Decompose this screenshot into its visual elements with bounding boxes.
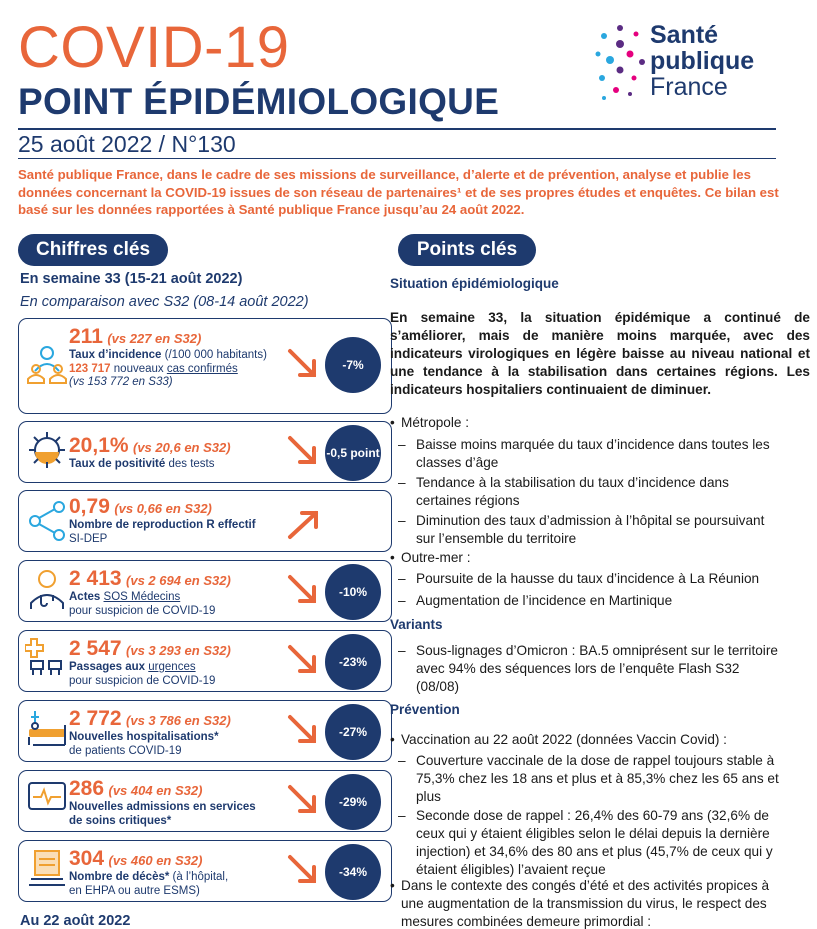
trend-up-icon (286, 505, 322, 541)
incidence-change-badge: -7% (325, 337, 381, 393)
emergency-icon (25, 635, 69, 679)
sos-vs: (vs 2 694 en S32) (126, 573, 231, 588)
emergency-change-badge: -23% (325, 634, 381, 690)
metro-item-3: – Diminution des taux d’admission à l’hôpital se poursuivant sur l’ensemble du territoire (398, 513, 765, 546)
hospitalisations-vs: (vs 3 786 en S32) (126, 713, 231, 728)
outremer-bullet: • Outre-mer : (390, 550, 471, 565)
positivity-label-rest: des tests (165, 458, 215, 470)
key-figures-heading: Chiffres clés (18, 234, 168, 266)
incidence-label: Taux d’incidence (69, 349, 162, 361)
positivity-value: 20,1% (69, 434, 129, 457)
situation-lead: En semaine 33, la situation épidémique a continué de s’améliorer, mais de manière moins marquée, avec des indicateurs virologiques en légère baisse au niveau national et une tendance à la stabilisation dans certaines régions. Les indicateurs hospitaliers continuaient de diminuer. (390, 310, 810, 397)
positivity-vs: (vs 20,6 en S32) (133, 440, 231, 455)
deaths-vs: (vs 460 en S32) (108, 853, 203, 868)
deaths-change-badge: -34% (325, 844, 381, 900)
emergency-label-line2: pour suspicion de COVID-19 (69, 674, 216, 687)
week-label: En semaine 33 (15-21 août 2022) (20, 271, 243, 287)
intro-paragraph: Santé publique France, dans le cadre de ses missions de surveillance, d’alerte et de prévention, analyse et publie les données concernant la COVID-19 issues de son réseau de partenaires¹ et de ses propres études et enquêtes. Ce bilan est basé sur les données rapportées à Santé publique France jusqu’au 24 août 2022. (18, 167, 779, 217)
prevention-heading: Prévention (390, 702, 460, 717)
metro-bullet: • Métropole : (390, 415, 470, 430)
incidence-value: 211 (69, 325, 103, 348)
comparison-label: En comparaison avec S32 (08-14 août 2022) (20, 294, 309, 310)
reproduction-value: 0,79 (69, 495, 110, 518)
sos-label-line2: pour suspicion de COVID-19 (69, 604, 216, 617)
trend-down-icon (286, 434, 322, 470)
sante-publique-france-logo (590, 20, 780, 110)
deaths-label: Nombre de décès* (69, 871, 170, 883)
deaths-label-rest: (à l’hôpital, (169, 871, 229, 883)
memorial-icon (25, 847, 69, 891)
network-icon (25, 499, 69, 543)
critical-care-card (18, 770, 392, 832)
logo-line3: France (650, 73, 728, 101)
sos-label: Actes (69, 591, 104, 603)
emergency-label: Passages aux (69, 661, 149, 673)
logo-dots-icon (590, 20, 650, 110)
trend-down-icon (286, 853, 322, 889)
incidence-vs: (vs 227 en S32) (107, 331, 202, 346)
sos-medecins-link[interactable]: SOS Médecins (103, 591, 181, 603)
metro-item-1: – Baisse moins marquée du taux d’incidence dans toutes les classes d’âge (398, 437, 770, 470)
key-points-heading: Points clés (398, 234, 536, 266)
positivity-change-badge: -0,5 point (325, 425, 381, 481)
hospitalisations-value: 2 772 (69, 707, 122, 730)
confirmed-cases-link[interactable]: cas confirmés (166, 362, 238, 375)
new-cases-comparison: (vs 153 772 en S33) (69, 376, 173, 389)
reproduction-source: SI-DEP (69, 532, 108, 545)
emergency-vs: (vs 3 293 en S32) (126, 643, 231, 658)
sos-medecins-card (18, 560, 392, 622)
situation-heading: Situation épidémiologique (390, 276, 559, 291)
sos-value: 2 413 (69, 567, 122, 590)
reproduction-vs: (vs 0,66 en S32) (114, 501, 212, 516)
header-divider-bottom (18, 158, 776, 159)
trend-down-icon (286, 713, 322, 749)
variants-item: – Sous-lignages d’Omicron : BA.5 omniprésent sur le territoire avec 94% des séquences lors de l’enquête Flash S32 (08/08) (398, 643, 778, 694)
deaths-card (18, 840, 392, 902)
emergency-card (18, 630, 392, 692)
critical-care-vs: (vs 404 en S32) (108, 783, 203, 798)
report-date: 25 août 2022 / N°130 (18, 131, 236, 157)
new-cases-value: 123 717 (69, 362, 111, 375)
hospital-bed-icon (25, 707, 69, 751)
hospitalisations-label-line2: de patients COVID-19 (69, 744, 182, 757)
logo-text (650, 22, 754, 100)
doctor-icon (25, 567, 69, 611)
vaccination-item-2: – Seconde dose de rappel : 26,4% des 60-79 ans (32,6% de ceux qui y étaient éligibles selon le délai depuis la dernière injection) et 34,6% des 80 ans et plus (45,7% de ceux qui y étaient éligibles) l’avaient reçue (398, 808, 773, 877)
critical-care-change-badge: -29% (325, 774, 381, 830)
incidence-card (18, 318, 392, 414)
emergency-value: 2 547 (69, 637, 122, 660)
critical-care-label: Nouvelles admissions en services (69, 801, 256, 813)
context-bullet: • Dans le contexte des congés d’été et des activités propices à une augmentation de la transmission du virus, le respect des mesures combinées demeure primordial : (390, 878, 770, 929)
deaths-value: 304 (69, 847, 105, 870)
trend-down-icon (286, 347, 322, 383)
outremer-item-2: – Augmentation de l’incidence en Martinique (398, 593, 673, 608)
outremer-item-1: – Poursuite de la hausse du taux d’incidence à La Réunion (398, 571, 760, 586)
trend-down-icon (286, 643, 322, 679)
report-subtitle: POINT ÉPIDÉMIOLOGIQUE (18, 81, 500, 122)
trend-down-icon (286, 573, 322, 609)
logo-line1: Santé (650, 21, 719, 49)
deaths-label-line2: en EHPA ou autre ESMS) (69, 884, 200, 897)
variants-heading: Variants (390, 617, 443, 632)
incidence-unit: (/100 000 habitants) (161, 349, 267, 361)
new-cases-text: nouveaux (110, 362, 167, 375)
reproduction-label: Nombre de reproduction R effectif (69, 519, 256, 531)
date-footer-label: Au 22 août 2022 (20, 913, 131, 929)
trend-down-icon (286, 783, 322, 819)
people-icon (25, 341, 69, 385)
urgences-link[interactable]: urgences (148, 661, 196, 673)
vaccination-bullet: • Vaccination au 22 août 2022 (données Vaccin Covid) : (390, 732, 727, 747)
hospitalisations-change-badge: -27% (325, 704, 381, 760)
report-title: COVID-19 (18, 15, 290, 80)
hospitalisations-label: Nouvelles hospitalisations* (69, 731, 219, 743)
critical-care-label-line2: de soins critiques* (69, 814, 172, 827)
critical-care-value: 286 (69, 777, 105, 800)
reproduction-card (18, 490, 392, 552)
sos-change-badge: -10% (325, 564, 381, 620)
metro-item-2: – Tendance à la stabilisation du taux d’incidence dans certaines régions (398, 475, 729, 508)
virus-icon (25, 428, 69, 472)
logo-line2: publique (650, 47, 755, 75)
monitor-icon (25, 777, 69, 821)
positivity-label: Taux de positivité (69, 458, 166, 470)
positivity-card (18, 421, 392, 483)
hospitalisations-card (18, 700, 392, 762)
vaccination-item-1: – Couverture vaccinale de la dose de rappel toujours stable à 75,3% chez les 18 ans et plus et à 85,3% chez les 65 ans et plus (398, 753, 779, 804)
